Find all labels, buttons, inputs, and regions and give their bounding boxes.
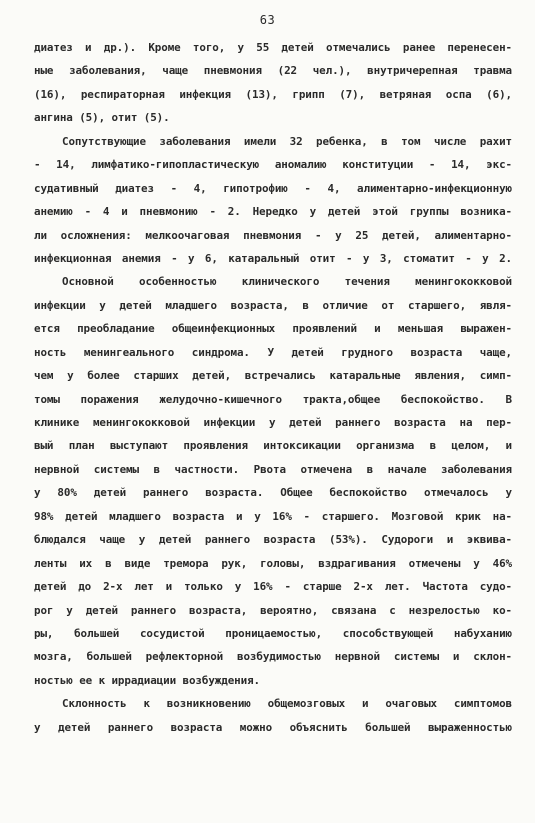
text-line: (16), респираторная инфекция (13), грипп (7), ветряная оспа (6),	[34, 87, 512, 101]
text-line: инфекции у детей младшего возраста, в отличие от старшего, явля-	[34, 298, 512, 312]
text-line: вый план выступают проявления интоксикации организма в целом, и	[34, 439, 512, 453]
text-line: анемию - 4 и пневмонию - 2. Нередко у детей этой группы возника-	[34, 205, 512, 219]
paragraph-start: Основной особенностью клинического течения менингококковой	[62, 275, 512, 289]
text-line: ли осложнения: мелкоочаговая пневмония - у 25 детей, алиментарно-	[34, 228, 512, 242]
text-line: нервной системы в частности. Рвота отмечена в начале заболевания	[34, 462, 512, 476]
text-line: детей до 2-х лет и только у 16% - старше 2-х лет. Частота судо-	[34, 580, 512, 594]
body-text	[34, 36, 512, 739]
paragraph-start: Сопутствующие заболевания имели 32 ребенка, в том числе рахит	[62, 134, 512, 148]
text-line: судативный диатез - 4, гипотрофию - 4, алиментарно-инфекционную	[34, 181, 512, 195]
text-line: ется преобладание общеинфекционных проявлений и меньшая выражен-	[34, 322, 512, 336]
text-line: у детей раннего возраста можно объяснить большей выраженностью	[34, 720, 512, 734]
paragraph-start: Склонность к возникновению общемозговых и очаговых симптомов	[62, 697, 512, 711]
text-line: - 14, лимфатико-гипопластическую аномалию конституции - 14, экс-	[34, 158, 512, 172]
text-line: ангина (5), отит (5).	[34, 111, 170, 125]
text-line: диатез и др.). Кроме того, у 55 детей отмечались ранее перенесен-	[34, 41, 512, 54]
text-line: чем у более старших детей, встречались катаральные явления, симп-	[34, 369, 512, 383]
text-line: у 80% детей раннего возраста. Общее беспокойство отмечалось у	[34, 486, 512, 500]
text-line: инфекционная анемия - у 6, катаральный отит - у 3, стоматит - у 2.	[34, 251, 512, 265]
text-line: рог у детей раннего возраста, вероятно, связана с незрелостью ко-	[34, 603, 512, 617]
text-line: мозга, большей рефлекторной возбудимостью нервной системы и склон-	[34, 650, 512, 664]
text-line: клинике менингококковой инфекции у детей раннего возраста на пер-	[34, 416, 512, 429]
text-line: ленты их в виде тремора рук, головы, вздрагивания отмечены у 46%	[34, 556, 512, 570]
page-number: 63	[259, 13, 276, 27]
text-line: ры, большей сосудистой проницаемостью, способствующей набуханию	[34, 626, 512, 640]
text-line: 98% детей младшего возраста и у 16% - старшего. Мозговой крик на-	[34, 509, 512, 523]
text-line: блюдался чаще у детей раннего возраста (53%). Судороги и эквива-	[34, 533, 512, 547]
text-line: ность менингеального синдрома. У детей грудного возраста чаще,	[34, 345, 512, 359]
text-line: томы поражения желудочно-кишечного тракта,общее беспокойство. В	[34, 392, 512, 406]
text-line: ностью ее к иррадиации возбуждения.	[34, 673, 260, 687]
text-line: ные заболевания, чаще пневмония (22 чел.), внутричерепная травма	[34, 64, 512, 78]
